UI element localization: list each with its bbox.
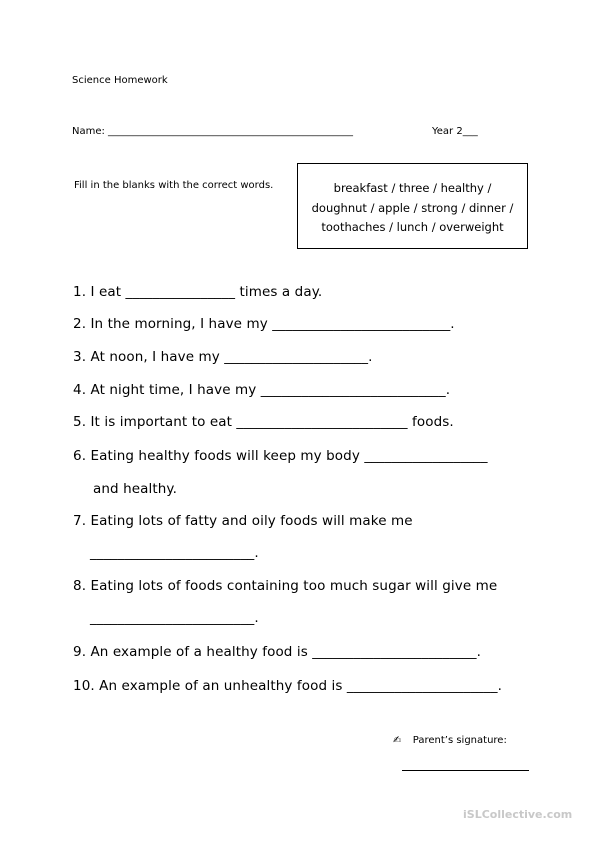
year-line: Year 2___ [432,126,478,137]
question-8-answer-line: ________________________. [90,610,259,626]
signature-label-text: Parent’s signature: [412,735,507,746]
question-10: 10. An example of an unhealthy food is ______________________. [73,678,502,694]
signature-label [393,735,507,746]
instruction-text: Fill in the blanks with the correct words. [74,180,274,191]
question-8: 8. Eating lots of foods containing too much sugar will give me [73,578,498,594]
worksheet-title: Science Homework [72,75,168,86]
question-6: 6. Eating healthy foods will keep my body __________________ [73,448,488,464]
question-1: 1. I eat ________________ times a day. [73,284,323,300]
question-4: 4. At night time, I have my ___________________________. [73,382,451,398]
question-5: 5. It is important to eat _________________________ foods. [73,414,454,430]
signature-line [402,770,529,771]
word-bank-line: toothaches / lunch / overweight [321,220,504,234]
word-bank-box [297,163,528,249]
pen-writing-icon: ✍ [393,735,402,746]
name-line: Name: _________________________________________________ [72,126,354,137]
question-6-continuation: and healthy. [93,481,177,497]
word-bank-line: breakfast / three / healthy / [333,181,492,195]
watermark: iSLCollective.com [463,808,573,821]
question-7: 7. Eating lots of fatty and oily foods will make me [73,513,413,529]
word-bank-line: doughnut / apple / strong / dinner / [311,200,514,215]
question-2: 2. In the morning, I have my __________________________. [73,316,455,332]
question-9: 9. An example of a healthy food is ________________________. [73,644,482,660]
question-3: 3. At noon, I have my _____________________. [73,349,373,365]
question-7-answer-line: ________________________. [90,545,259,561]
